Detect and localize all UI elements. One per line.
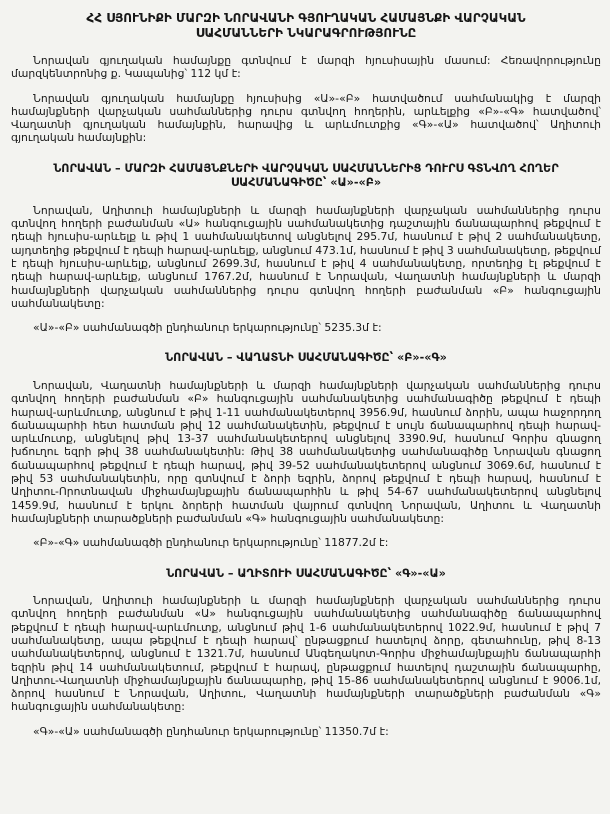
section-heading-g-a: ՆՈՐԱՎԱՆ – ԱՂԻՏՈՒԻ ՍԱՀՄԱՆԱԳԻԾԸ՝ «Գ»-«Ա» [166,566,446,580]
document-title: ՀՀ ՍՅՈՒՆԻՔԻ ՄԱՐԶԻ ՆՈՐԱՎԱՆԻ ԳՅՈՒՂԱԿԱՆ ՀԱՄԱՅՆՔԻ ՎԱՐՉԱԿԱՆ ՍԱՀՄԱՆՆԵՐԻ ՆԿԱՐԱԳՐՈՒԹՅՈՒՆԸ [86,11,526,40]
section-body-b-g: Նորավան, Վաղատնի համայնքների և մարզի համայնքների վարչական սահմաններից դուրս գտնվող հողերի բաժանման «Բ» հանգուցային սահմանակետից սահմանագիծը թեքվում է դեպի հարավ-արևմուտք, անցնում է թիվ 1-11 սահմանակետերով 3956.9մ, հասնում ձորին, ապա հաջորդող ճանապարհի հետ հատման թիվ 12 սահմանակետին, թեքվում է սույն ճանապարհով դեպի հարավ-արևմուտք, անցնելով թիվ 13-37 սահմանակետերով անցնելով 3390.9մ, հասնում Գորիս գնացող խճուղու եզրի թիվ 38 սահմանակետին: Թիվ 38 սահմանակետից սահմանագիծը Նորավան գնացող ճանապարհով թեքվում է դեպի հարավ, թիվ 39-52 սահմանակետերով անցնում 3069.6մ, հասնում է թիվ 53 սահմանակետին, որը գտնվում է ձորի եզրին, ձորով թեքվում է դեպի հարավ, հասնում է Աղիտու-Որոտնավան միջհամայնքային ճանապարհին և թիվ 54-67 սահմանակետերով անցնելով 1459.9մ, հասնում է երկու ձորերի հատման վայրում գտնվող Նորավան, Աղիտու և Վաղատնի համայնքների տարածքների բաժանման «Գ» հանգուցային սահմանակետը: [11,378,601,525]
section-total-a-b: «Ա»-«Բ» սահմանագծի ընդհանուր երկարությունը՝ 5235.3մ է: [33,321,382,335]
section-total-b-g: «Բ»-«Գ» սահմանագծի ընդհանուր երկարությունը՝ 11877.2մ է: [33,536,389,550]
section-body-g-a: Նորավան, Աղիտուի համայնքների և մարզի համայնքների վարչական սահմաններից դուրս գտնվող հողերի բաժանման «Ա» հանգուցային սահմանակետից սահմանագիծը ճանապարհով թեքվում է դեպի հարավ-արևմուտք, անցնում թիվ 1-6 սահմանակետերով 1022.9մ, հասնում է թիվ 7 սահմանակետը, ապա թեքվում է դեպի հարավ՝ ընթացքում հատելով ձորը, գետահունը, թիվ 8-13 սահմանակետերով, անցնում է 1321.7մ, հասնում Անգեղակոտ-Գորիս միջհամայնքային ճանապարհի եզրին թիվ 14 սահմանակետում, թեքվում է հարավ, ընթացքում հատելով դաշտային ճանապարհը, Աղիտու-Վաղատնի միջհամայնքային ճանապարհը, թիվ 15-86 սահմանակետերով անցնում է 9006.1մ, ձորով հասնում է Նորավան, Աղիտու, Վաղատնի համայնքների տարածքների բաժանման «Գ» հանգուցային սահմանակետը: [11,594,601,714]
intro-neighbors-paragraph: Նորավան գյուղական համայնքը հյուսիսից «Ա»-«Բ» հատվածում սահմանակից է մարզի համայնքների վարչական սահմաններից դուրս գտնվող հողերին, արևելքից «Բ»-«Գ» հատվածով՝ Վաղատնի գյուղական համայնքին, հարավից և արևմուտքից «Գ»-«Ա» հատվածով՝ Աղիտուի գյուղական համայնքին: [11,91,601,145]
intro-location-paragraph: Նորավան գյուղական համայնքը գտնվում է մարզի հյուսիսային մասում: Հեռավորությունը մարզկենտրոնից ք. Կապանից՝ 112 կմ է: [11,54,601,81]
section-body-a-b: Նորավան, Աղիտուի համայնքների և մարզի համայնքների վարչական սահմաններից դուրս գտնվող հողերի բաժանման «Ա» հանգուցային սահմանակետից դաշտային ճանապարհով թեքվում է դեպի հյուսիս-արևելք և թիվ 1 սահմանակետով անցնելով 295.7մ, հասնում է թիվ 2 սահմանակետը, այդտեղից թեքվում է դեպի հարավ-արևելք, անցնում 473.1մ, հասնում է թիվ 3 սահմանակետը, թեքվում է դեպի հյուսիս-արևելք, անցնում 2699.3մ, հասնում է թիվ 4 սահմանակետը, որտեղից էլ թեքվում է դեպի հարավ-արևելք, անցնում 1767.2մ, հասնում է Նորավան, Վաղատնի համայնքների և մարզի համայնքների վարչական սահմաններից դուրս գտնվող հողերի բաժանման «Բ» հանգուցային սահմանակետը: [11,203,601,310]
section-heading-a-b: ՆՈՐԱՎԱՆ – ՄԱՐԶԻ ՀԱՄԱՅՆՔՆԵՐԻ ՎԱՐՉԱԿԱՆ ՍԱՀՄԱՆՆԵՐԻՑ ԴՈՒՐՍ ԳՏՆՎՈՂ ՀՈՂԵՐ ՍԱՀՄԱՆԱԳԻԾԸ՝ «Ա»-«Բ» [53,161,559,190]
section-total-g-a: «Գ»-«Ա» սահմանագծի ընդհանուր երկարությունը՝ 11350.7մ է: [33,724,389,738]
section-heading-b-g: ՆՈՐԱՎԱՆ – ՎԱՂԱՏՆԻ ՍԱՀՄԱՆԱԳԻԾԸ՝ «Բ»-«Գ» [165,351,447,365]
